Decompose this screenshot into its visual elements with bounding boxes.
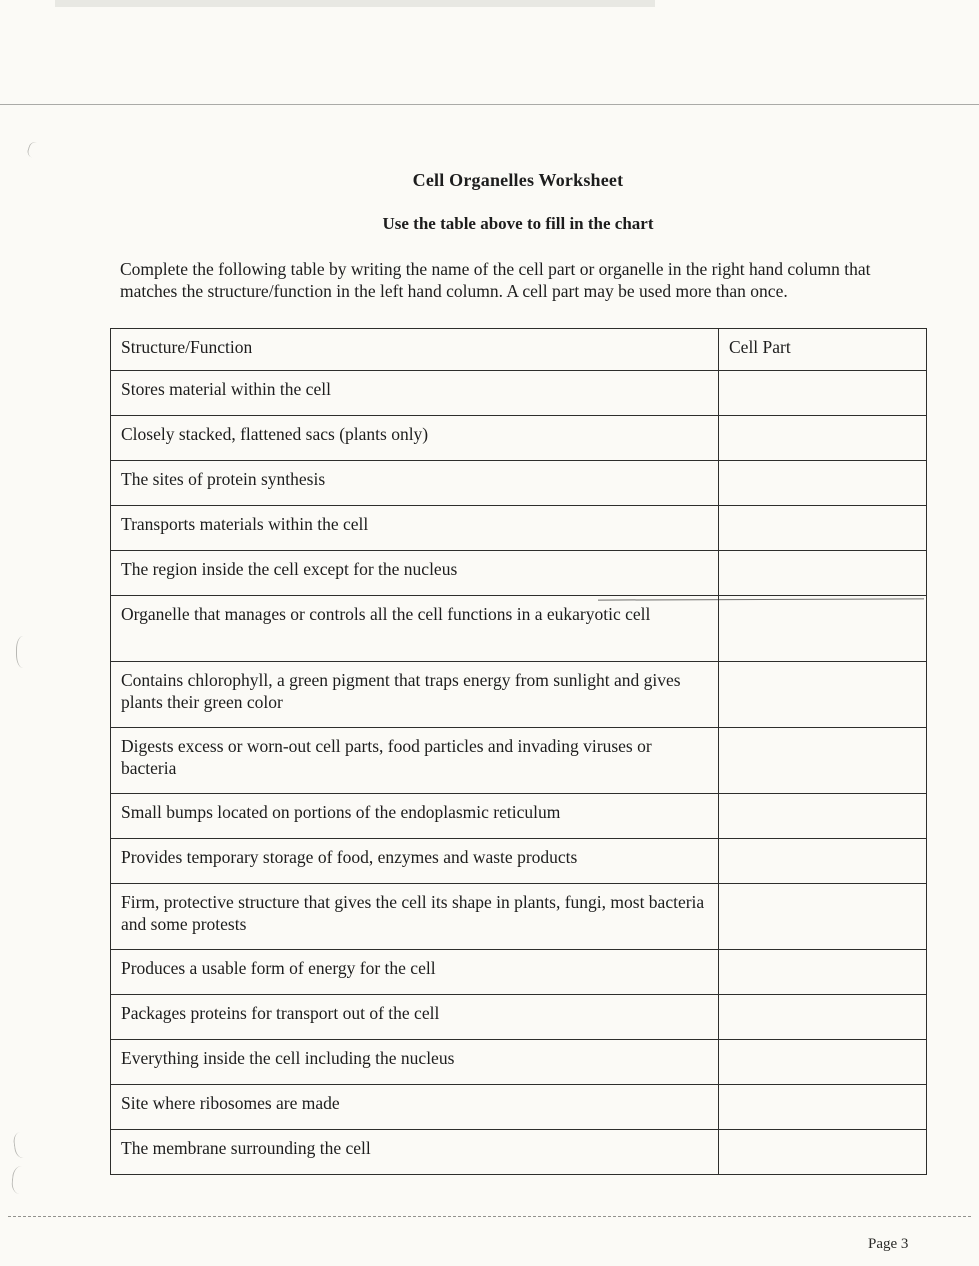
cell-part-answer-blank <box>719 1085 927 1130</box>
table-row <box>111 1040 927 1085</box>
structure-cell: Small bumps located on portions of the endoplasmic reticulum <box>111 794 719 839</box>
cell-part-answer-blank <box>719 416 927 461</box>
structure-cell: Organelle that manages or controls all the cell functions in a eukaryotic cell <box>111 596 719 662</box>
cell-part-answer-blank <box>719 506 927 551</box>
structure-cell: Transports materials within the cell <box>111 506 719 551</box>
cell-part-answer-blank <box>719 995 927 1040</box>
cell-part-answer-blank <box>719 1130 927 1175</box>
cell-part-answer-blank <box>719 728 927 794</box>
page-title: Cell Organelles Worksheet <box>412 170 624 190</box>
scan-mark-icon <box>12 1131 30 1159</box>
organelle-table <box>110 328 927 1175</box>
table-row <box>111 461 927 506</box>
scan-top-rule <box>0 104 979 105</box>
structure-cell: Contains chlorophyll, a green pigment that traps energy from sunlight and gives plants their green color <box>111 662 719 728</box>
scan-smudge <box>55 0 655 7</box>
structure-cell: The sites of protein synthesis <box>111 461 719 506</box>
table-row <box>111 950 927 995</box>
table-row <box>111 995 927 1040</box>
cell-part-answer-blank <box>719 839 927 884</box>
structure-cell: Provides temporary storage of food, enzymes and waste products <box>111 839 719 884</box>
table-row <box>111 794 927 839</box>
structure-cell: Closely stacked, flattened sacs (plants only) <box>111 416 719 461</box>
cell-part-answer-blank <box>719 551 927 596</box>
table-row <box>111 1085 927 1130</box>
cell-part-answer-blank <box>719 371 927 416</box>
structure-cell: Site where ribosomes are made <box>111 1085 719 1130</box>
cell-part-answer-blank <box>719 662 927 728</box>
table-row <box>111 1130 927 1175</box>
table-row <box>111 416 927 461</box>
scan-mark-icon <box>26 140 43 159</box>
table-header-row <box>111 329 927 371</box>
table-row <box>111 839 927 884</box>
structure-cell: The region inside the cell except for the nucleus <box>111 551 719 596</box>
table-row <box>111 662 927 728</box>
cell-part-answer-blank <box>719 950 927 995</box>
structure-cell: Firm, protective structure that gives the cell its shape in plants, fungi, most bacteria and some protests <box>111 884 719 950</box>
table-row <box>111 551 927 596</box>
table-row <box>111 371 927 416</box>
table-row <box>111 884 927 950</box>
page-subtitle: Use the table above to fill in the chart <box>382 214 654 233</box>
structure-cell: Produces a usable form of energy for the cell <box>111 950 719 995</box>
table-row <box>111 728 927 794</box>
structure-cell: Everything inside the cell including the nucleus <box>111 1040 719 1085</box>
scan-mark-icon <box>16 636 30 668</box>
structure-cell: The membrane surrounding the cell <box>111 1130 719 1175</box>
column-header-structure: Structure/Function <box>111 329 719 371</box>
scan-bottom-rule <box>8 1216 971 1217</box>
cell-part-answer-blank <box>719 794 927 839</box>
cell-part-answer-blank <box>719 1040 927 1085</box>
table-row <box>111 596 927 662</box>
cell-part-answer-blank <box>719 884 927 950</box>
scan-mark-icon <box>11 1165 31 1195</box>
cell-part-answer-blank <box>719 461 927 506</box>
table-row <box>111 506 927 551</box>
column-header-cell-part: Cell Part <box>719 329 927 371</box>
worksheet-page <box>110 170 926 1175</box>
structure-cell: Digests excess or worn-out cell parts, food particles and invading viruses or bacteria <box>111 728 719 794</box>
page-number: Page 3 <box>868 1236 909 1252</box>
structure-cell: Stores material within the cell <box>111 371 719 416</box>
instructions-paragraph: Complete the following table by writing the name of the cell part or organelle in the right hand column that matches the structure/function in the left hand column. A cell part may be used more than once. <box>120 259 871 302</box>
structure-cell: Packages proteins for transport out of the cell <box>111 995 719 1040</box>
cell-part-answer-blank <box>719 596 927 662</box>
